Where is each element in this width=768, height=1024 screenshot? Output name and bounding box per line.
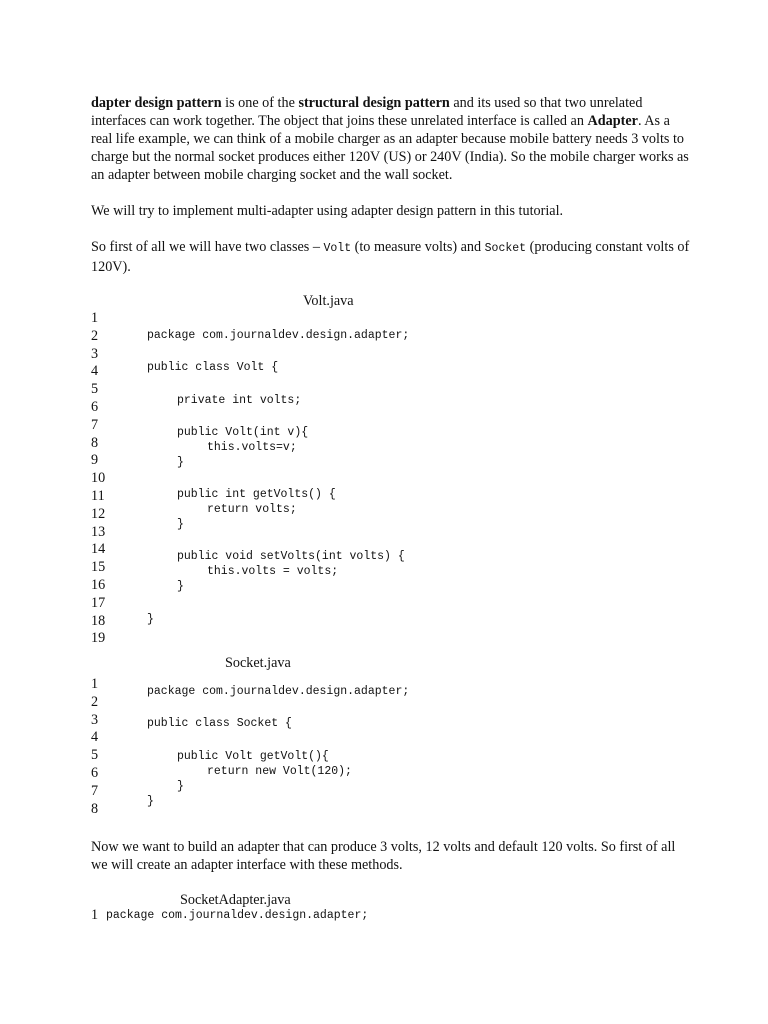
volt-code-line: package com.journaldev.design.adapter; [147, 329, 410, 342]
socket-code-line: package com.journaldev.design.adapter; [147, 685, 410, 698]
intro-bold-adapter: Adapter [587, 113, 638, 129]
socket-line-number: 2 [91, 693, 99, 710]
volt-code-line: public int getVolts() { [177, 488, 336, 501]
socket-file-title: Socket.java [225, 655, 291, 671]
socket-code-line: } [147, 795, 154, 808]
volt-code-line: return volts; [207, 503, 297, 516]
volt-line-number: 19 [91, 630, 106, 647]
volt-code-line: this.volts = volts; [207, 565, 339, 578]
socket-code-line: public class Socket { [147, 717, 292, 730]
socket-code-line: } [177, 780, 184, 793]
intro-text-2: and its used so that two unrelated interfaces can work together. The object that joins these unrelated interface is called an [91, 95, 643, 129]
socket-code-line: return new Volt(120); [207, 765, 352, 778]
volt-code-line: } [147, 613, 154, 626]
socket-adapter-line-number: 1 [91, 907, 99, 923]
classes-paragraph [91, 238, 691, 276]
adapter-interface-paragraph: Now we want to build an adapter that can produce 3 volts, 12 volts and default 120 volts. So first of all we will create an adapter interface with these methods. [91, 839, 676, 873]
socket-code-line: public Volt getVolt(){ [177, 750, 329, 763]
intro-bold-structural: structural design pattern [298, 95, 450, 111]
volt-code-line: public Volt(int v){ [177, 426, 309, 439]
classes-code-volt: Volt [323, 242, 352, 255]
volt-line-number: 15 [91, 559, 106, 576]
volt-line-number: 3 [91, 345, 99, 362]
intro-paragraph [91, 94, 691, 184]
volt-line-number: 6 [91, 399, 99, 415]
volt-line-number: 16 [91, 577, 106, 593]
volt-line-number: 9 [91, 452, 99, 469]
socket-adapter-file-title: SocketAdapter.java [180, 892, 291, 908]
volt-line-number: 14 [91, 541, 106, 558]
volt-code-line: private int volts; [177, 394, 302, 407]
socket-line-number: 3 [91, 711, 99, 728]
classes-text-3: (producing constant volts of 120V). [91, 239, 690, 275]
volt-file-title: Volt.java [303, 293, 354, 309]
volt-code-line: this.volts=v; [207, 441, 297, 454]
socket-line-number: 8 [91, 800, 99, 817]
socket-line-number: 7 [91, 782, 99, 799]
volt-line-number: 12 [91, 505, 106, 522]
classes-code-socket: Socket [484, 242, 527, 255]
socket-line-number: 1 [91, 676, 99, 692]
volt-line-number: 4 [91, 363, 99, 380]
volt-code-line: } [177, 456, 184, 469]
volt-line-number: 18 [91, 612, 106, 629]
socket-line-number: 4 [91, 729, 99, 746]
volt-line-number: 7 [91, 416, 99, 433]
volt-code-line: public class Volt { [147, 361, 279, 374]
socket-adapter-code-line: package com.journaldev.design.adapter; [106, 909, 369, 922]
tutorial-paragraph: We will try to implement multi-adapter using adapter design pattern in this tutorial. [91, 203, 564, 219]
volt-line-number: 17 [91, 594, 106, 611]
volt-line-number: 8 [91, 434, 99, 451]
socket-line-number: 6 [91, 765, 99, 781]
volt-line-number: 13 [91, 523, 106, 540]
intro-bold-adapter-design-pattern: dapter design pattern [91, 95, 222, 111]
volt-line-number: 1 [91, 310, 99, 326]
socket-line-number: 5 [91, 747, 99, 764]
volt-line-number: 10 [91, 470, 106, 487]
volt-code-line: public void setVolts(int volts) { [177, 550, 405, 563]
volt-line-number: 5 [91, 381, 99, 398]
volt-line-number: 11 [91, 488, 105, 504]
volt-code-line: } [177, 580, 184, 593]
classes-text-1: So first of all we will have two classes – [91, 239, 324, 255]
volt-code-line: } [177, 518, 184, 531]
classes-text-2: (to measure volts) and [351, 239, 485, 255]
volt-line-number: 2 [91, 327, 99, 344]
intro-text-3: . As a real life example, we can think of a mobile charger as an adapter because mobile battery needs 3 volts to charge but the normal socket produces either 120V (US) or 240V (India). So the mobile charger works as an adapter between mobile charging socket and the wall socket. [91, 113, 689, 183]
intro-text-1: is one of the [221, 95, 299, 111]
